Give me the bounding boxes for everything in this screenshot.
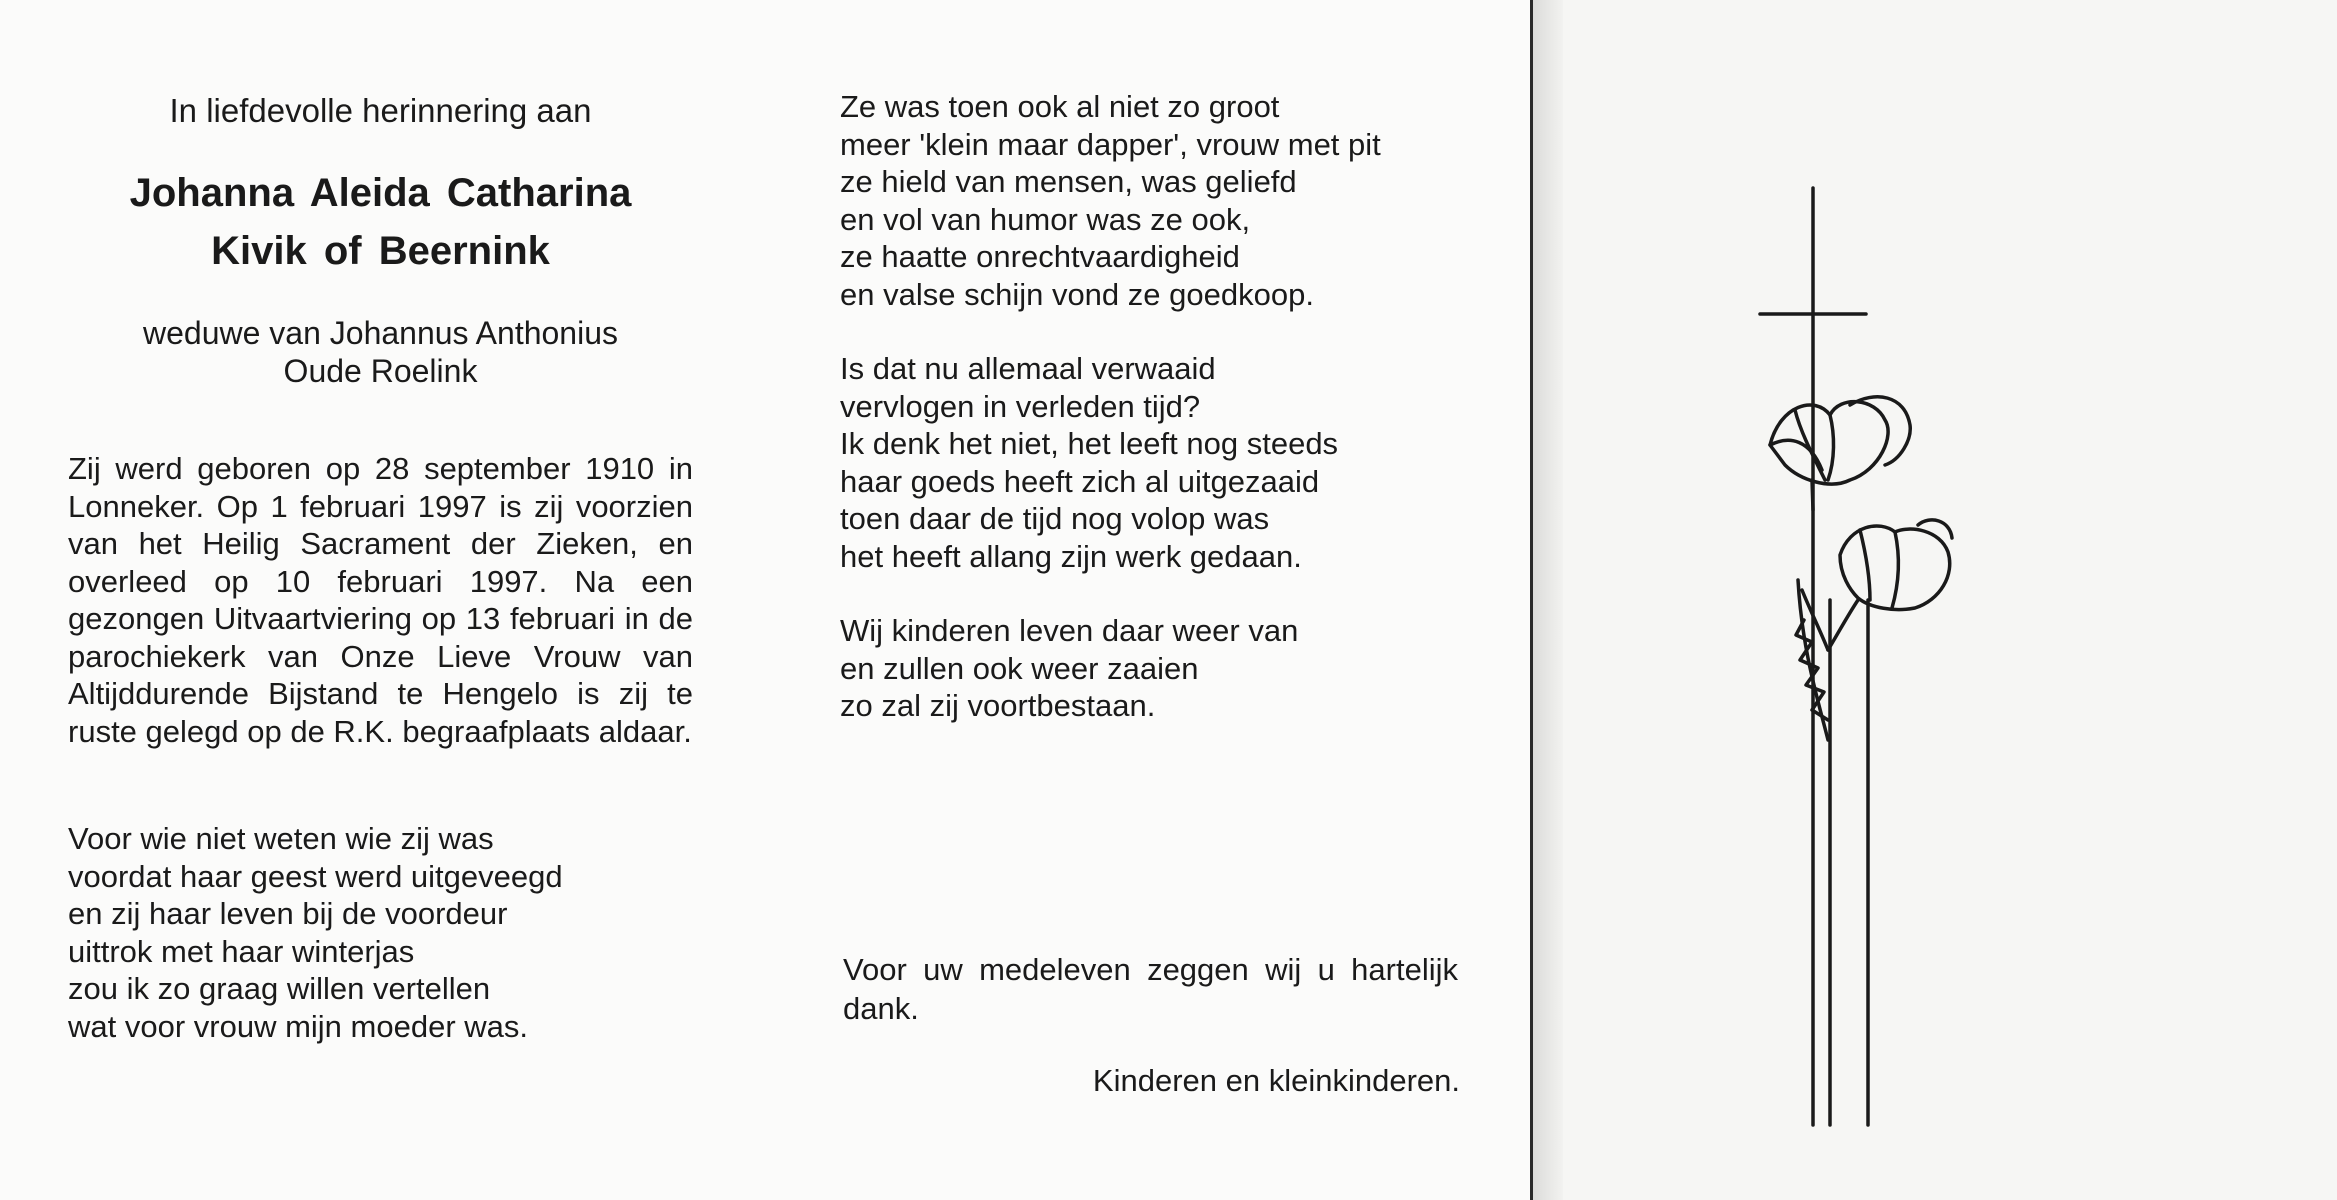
poem-line: ze hield van mensen, was geliefd [840,164,1297,199]
poem-line: toen daar de tijd nog volop was [840,501,1270,536]
widow-line-1: weduwe van Johannus Anthonius [142,315,618,351]
poem-line: en valse schijn vond ze goedkoop. [840,276,1314,312]
poem-line: voordat haar geest werd uitgeveegd [68,858,563,894]
poem-line: Voor wie niet weten wie zij was [68,821,494,856]
poem-stanza-1 [840,88,1480,313]
deceased-name [68,164,693,280]
name-line-1: Johanna Aleida Catharina [129,171,632,215]
widow-line-2: Oude Roelink [283,353,478,389]
widow-of [68,314,693,390]
right-column [840,88,1480,725]
poem-line: wat voor vrouw mijn moeder was. [68,1008,528,1044]
poem-line: Ze was toen ook al niet zo groot [840,89,1280,124]
poem-stanza-2 [840,350,1480,575]
poem-line: haar goeds heeft zich al uitgezaaid [840,463,1320,499]
poem-line: het heeft allang zijn werk gedaan. [840,538,1302,574]
poem-line: Is dat nu allemaal verwaaid [840,351,1216,386]
signature: Kinderen en kleinkinderen. [1092,1063,1460,1098]
poem-line: vervlogen in verleden tijd? [840,388,1201,424]
poem-line: ze haatte onrechtvaardigheid [840,239,1240,274]
poem-line: uittrok met haar winterjas [68,933,415,969]
poem-stanza-3 [840,612,1480,725]
poem-line: zo zal zij voortbestaan. [840,688,1156,723]
fold-shadow [1533,0,1563,1200]
left-column [68,88,693,1045]
thank-you-note: Voor uw medeleven zeggen wij u hartelijk dank. [843,952,1458,1026]
poem-line: en zij haar leven bij de voordeur [68,896,508,931]
poem-line: en zullen ook weer zaaien [840,650,1199,686]
name-line-2: Kivik of Beernink [211,229,550,273]
poem-left [68,820,693,1045]
poem-line: Ik denk het niet, het leeft nog steeds [840,426,1339,461]
biography-paragraph: Zij werd geboren op 28 september 1910 in Lonneker. Op 1 februari 1997 is zij voorzien van het Heilig Sacrament der Zieken, en overleed op 10 februari 1997. Na een gezongen Uitvaartviering op 13 februari in de parochiekerk van Onze Lieve Vrouw van Altijddurende Bijstand te Hengelo is zij te ruste gelegd op de R.K. begraafplaats aldaar. [68,451,693,749]
poem-line: en vol van humor was ze ook, [840,201,1251,237]
poem-line: zou ik zo graag willen vertellen [68,971,491,1006]
poem-line: Wij kinderen leven daar weer van [840,613,1299,648]
intro-line: In liefdevolle herinnering aan [169,92,592,129]
poem-line: meer 'klein maar dapper', vrouw met pit [840,126,1381,162]
cross-with-roses-icon [1700,180,2000,1145]
